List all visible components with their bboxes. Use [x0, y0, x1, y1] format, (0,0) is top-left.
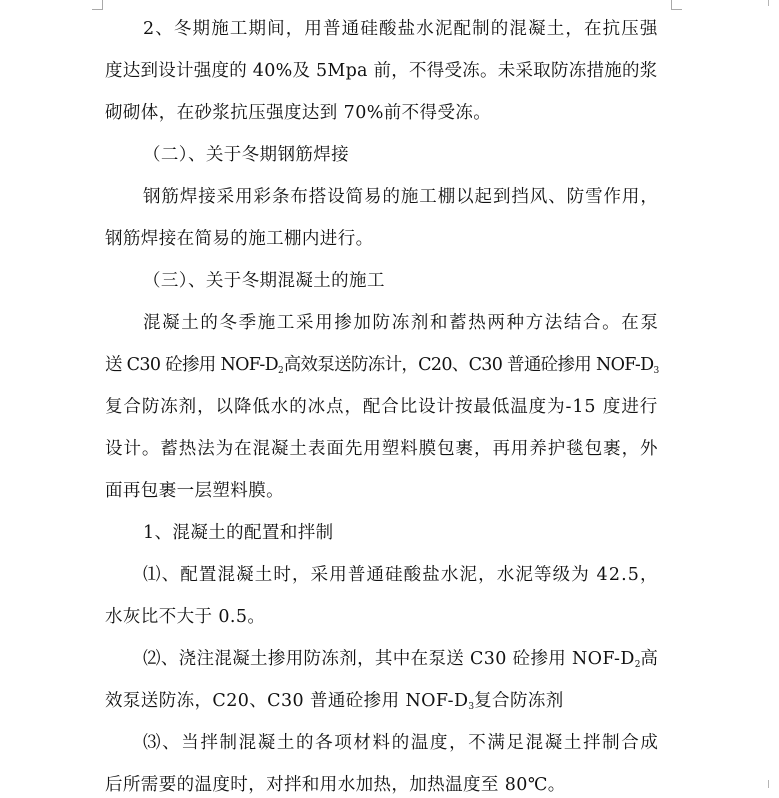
text-segment: 砌砌体，在砂浆抗压强度达到 70%前不得受冻。	[105, 103, 492, 123]
text-segment: （三）、关于冬期混凝土的施工	[143, 271, 385, 291]
text-segment: 1、混凝土的配置和拌制	[143, 523, 334, 543]
text-segment: 钢筋焊接在简易的施工棚内进行。	[105, 229, 374, 249]
margin-marker-bottom	[768, 780, 769, 788]
text-line	[105, 688, 564, 720]
crop-mark-top-right	[671, 0, 682, 10]
subscript: 3	[653, 366, 660, 376]
text-line	[143, 16, 659, 42]
subscript: 2	[634, 660, 641, 670]
text-segment: 面再包裹一层塑料膜。	[105, 481, 284, 501]
text-line	[105, 604, 265, 630]
text-segment: 2、冬期施工期间，用普通硅酸盐水泥配制的混凝土，在抗压强	[143, 19, 659, 39]
subscript: 2	[277, 366, 284, 376]
text-segment: 复合防冻剂	[474, 691, 564, 711]
text-segment: 效泵送防冻，C20、C30 普通砼掺用 NOF-D	[105, 691, 469, 711]
text-line	[105, 436, 659, 462]
subscript: 3	[468, 702, 475, 712]
text-segment: 混凝土的冬季施工采用掺加防冻剂和蓄热两种方法结合。在泵	[143, 313, 660, 333]
text-line	[105, 394, 658, 420]
text-line	[143, 142, 349, 168]
text-line	[143, 562, 659, 588]
text-line	[105, 226, 374, 252]
text-line	[143, 184, 659, 210]
text-line	[143, 646, 658, 678]
text-segment: （二）、关于冬期钢筋焊接	[143, 145, 350, 165]
text-segment: ⑵、浇注混凝土掺用防冻剂，其中在泵送 C30 砼掺用 NOF-D	[143, 649, 635, 669]
text-line	[105, 772, 566, 798]
text-segment: ⑶、当拌制混凝土的各项材料的温度，不满足混凝土拌制合成	[143, 733, 660, 753]
crop-mark-top-left	[92, 0, 103, 10]
text-segment: 送 C30 砼掺用 NOF-D	[105, 355, 278, 375]
text-segment: 水灰比不大于 0.5。	[105, 607, 266, 627]
text-segment: 钢筋焊接采用彩条布搭设简易的施工棚以起到挡风、防雪作用，	[143, 187, 659, 207]
text-line	[105, 352, 659, 384]
text-line	[143, 730, 660, 756]
text-segment: ⑴、配置混凝土时，采用普通硅酸盐水泥，水泥等级为 42.5，	[143, 565, 659, 585]
text-segment: 设计。蓄热法为在混凝土表面先用塑料膜包裹，再用养护毯包裹，外	[105, 439, 659, 459]
text-line	[105, 100, 491, 126]
text-line	[143, 520, 334, 546]
text-line	[143, 310, 660, 336]
text-segment: 高效泵送防冻计，C20、C30 普通砼掺用 NOF-D	[283, 355, 654, 375]
text-segment: 高	[640, 649, 659, 669]
text-segment: 后所需要的温度时，对拌和用水加热，加热温度至 80℃。	[105, 775, 566, 795]
text-line	[143, 268, 385, 294]
text-segment: 度达到设计强度的 40%及 5Mpa 前，不得受冻。未采取防冻措施的浆	[105, 61, 658, 81]
text-segment: 复合防冻剂，以降低水的冰点，配合比设计按最低温度为-15 度进行	[105, 397, 659, 417]
text-line	[105, 478, 284, 504]
text-line	[105, 58, 658, 84]
margin-marker-top	[768, 0, 769, 6]
